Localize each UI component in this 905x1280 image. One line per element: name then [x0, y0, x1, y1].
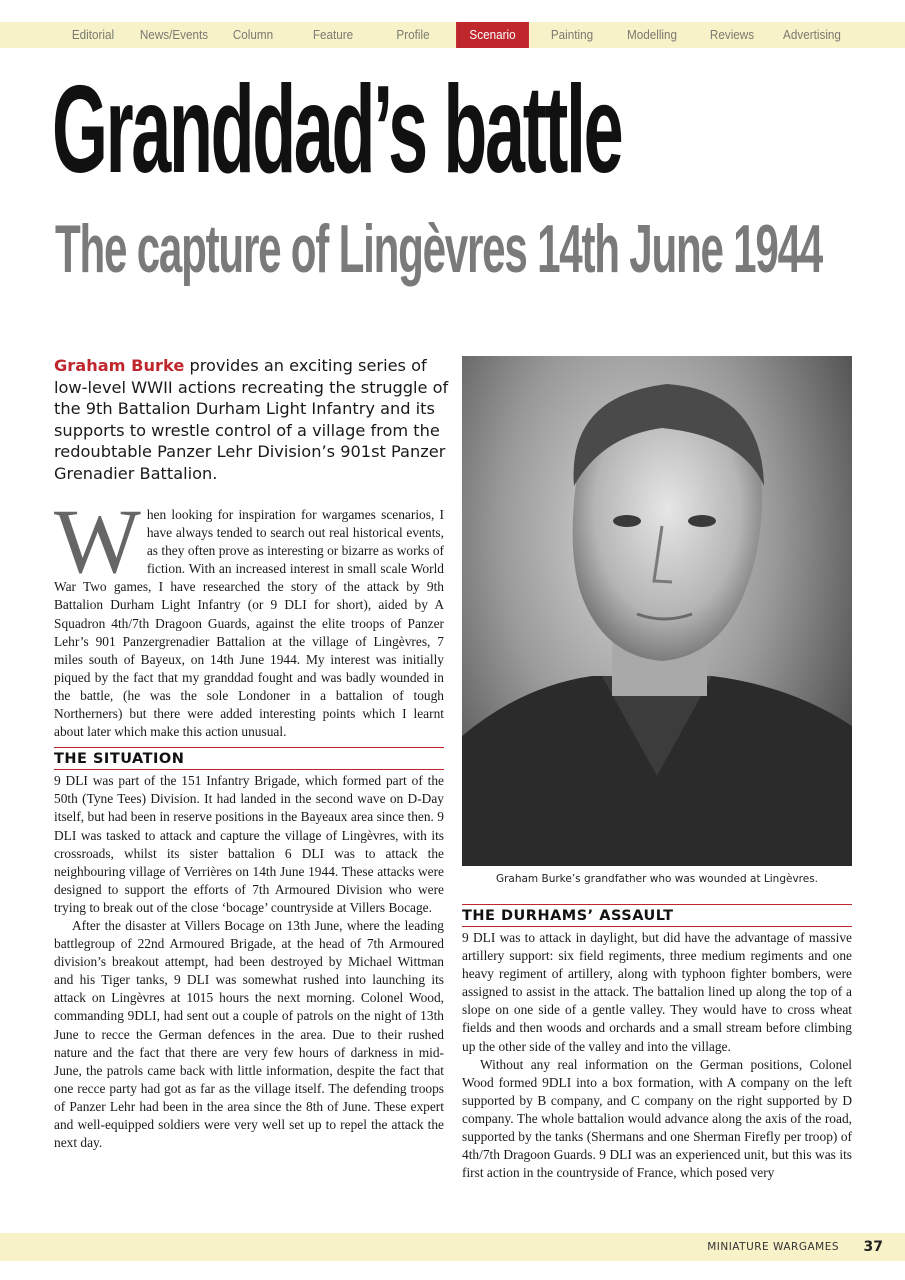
- intro-text: hen looking for inspiration for wargames scenarios, I have always tended to search out real historical events, as they often prove as interesting or bizarre as works of fiction. With an increased interest in small scale World War Two games, I have researched the story of the attack by 9th Battalion Durham Light Infantry (or 9 DLI for short), aided by A Squadron 4th/7th Dragoon Guards, against the elite troops of Panzer Lehr’s 901 Panzergrenadier Battalion at the village of Lingèvres, 7 miles south of Bayeux, on 14th June 1944. My interest was initially piqued by the fact that my granddad fought and was badly wounded in the battle, (he was the sole Londoner in a battalion of tough Northerners) but there were added interesting points which I learnt about later which make this action unusual.: [54, 507, 444, 740]
- page-footer: [0, 1233, 905, 1261]
- nav-item-painting[interactable]: Painting: [550, 27, 594, 42]
- magazine-name: MINIATURE WARGAMES: [707, 1241, 839, 1253]
- situation-paragraph-1: 9 DLI was part of the 151 Infantry Brigade, which formed part of the 50th (Tyne Tees) Division. It had landed in the second wave on D-Day itself, but had been in reserve positions in the Bayeaux area since then. 9 DLI was tasked to attack and capture the village of Lingèvres, with its crossroads, whilst its sister battalion 6 DLI was to attack the neighbouring village of Verrières on 14th June 1944. These attacks were designed to support the efforts of 7th Armoured Division who were trying to break out of the close ‘bocage’ countryside at Villers Bocage.: [54, 773, 444, 915]
- nav-item-scenario[interactable]: Scenario: [456, 22, 529, 48]
- standfirst: [54, 355, 449, 484]
- portrait-illustration: [462, 356, 852, 866]
- article-title: Granddad’s battle: [52, 61, 622, 199]
- durhams-paragraph-1: 9 DLI was to attack in daylight, but did have the advantage of massive artillery support: six field regiments, three medium regiments and one heavy regiment of artillery, along with typhoon fighter bombers, were assigned to assist in the attack. The battalion lined up along the top of a slope on one side of a gentle valley. They would have to cross wheat fields and then woods and orchards and a small stream before climbing up the other side of the valley and into the village.: [462, 930, 852, 1054]
- nav-item-editorial[interactable]: Editorial: [71, 27, 115, 42]
- grandfather-portrait-photo: [462, 356, 852, 866]
- durhams-assault-heading: THE DURHAMS’ ASSAULT: [462, 904, 852, 927]
- nav-item-column[interactable]: Column: [232, 27, 274, 42]
- standfirst-text: provides an exciting series of low-level WWII actions recreating the struggle of the 9th Battalion Durham Light Infantry and its supports to wrestle control of a village from the redoubtable Panzer Lehr Division’s 901st Panzer Grenadier Battalion.: [54, 356, 449, 483]
- photo-caption: Graham Burke’s grandfather who was wounded at Lingèvres.: [495, 873, 819, 885]
- nav-item-reviews[interactable]: Reviews: [709, 27, 755, 42]
- standfirst-author: Graham Burke: [54, 356, 185, 375]
- situation-paragraph-2: After the disaster at Villers Bocage on 13th June, where the leading battlegroup of 22nd Armoured Brigade, at the head of 7th Armoured division’s breakout attempt, had been destroyed by Michael Wittman and his Tiger tanks, 9 DLI was somewhat rushed into launching its attack on Lingèvres at 1015 hours the next morning. Colonel Wood, commanding 9DLI, had sent out a couple of patrols on the night of 13th June to recce the German defences in the area. Due to their rushed nature and the fact that there are very few hours of darkness in mid-June, the patrols came back with little information, despite the fact that one recce party had got as far as the village itself. The defending troops of Panzer Lehr had been in the area since the 8th of June. These expert and well-equipped soldiers were very well set up to repel the attack the next day.: [54, 917, 444, 1151]
- drop-cap: W: [54, 490, 141, 592]
- durhams-paragraph-2: Without any real information on the German positions, Colonel Wood formed 9DLI into a box formation, with A company on the left supported by B company, and C company on the right supported by D company. The whole battalion would advance along the axis of the road, supported by the tanks (Shermans and one Sherman Firefly per troop) of 4th/7th Dragoon Guards. 9 DLI was an experienced unit, but this was its first action in the countryside of France, which posed very: [462, 1056, 852, 1181]
- nav-item-advertising[interactable]: Advertising: [783, 27, 841, 42]
- right-column: [462, 904, 852, 1182]
- nav-item-news-events[interactable]: News/Events: [139, 27, 209, 42]
- nav-item-profile[interactable]: Profile: [396, 27, 430, 42]
- page-number: 37: [863, 1239, 883, 1255]
- nav-item-feature[interactable]: Feature: [312, 27, 354, 42]
- intro-paragraph: [54, 490, 444, 741]
- nav-item-modelling[interactable]: Modelling: [626, 27, 678, 42]
- article-subtitle: The capture of Lingèvres 14th June 1944: [55, 211, 823, 287]
- situation-heading: THE SITUATION: [54, 747, 444, 770]
- section-nav: [0, 22, 905, 48]
- left-column: [54, 490, 444, 1152]
